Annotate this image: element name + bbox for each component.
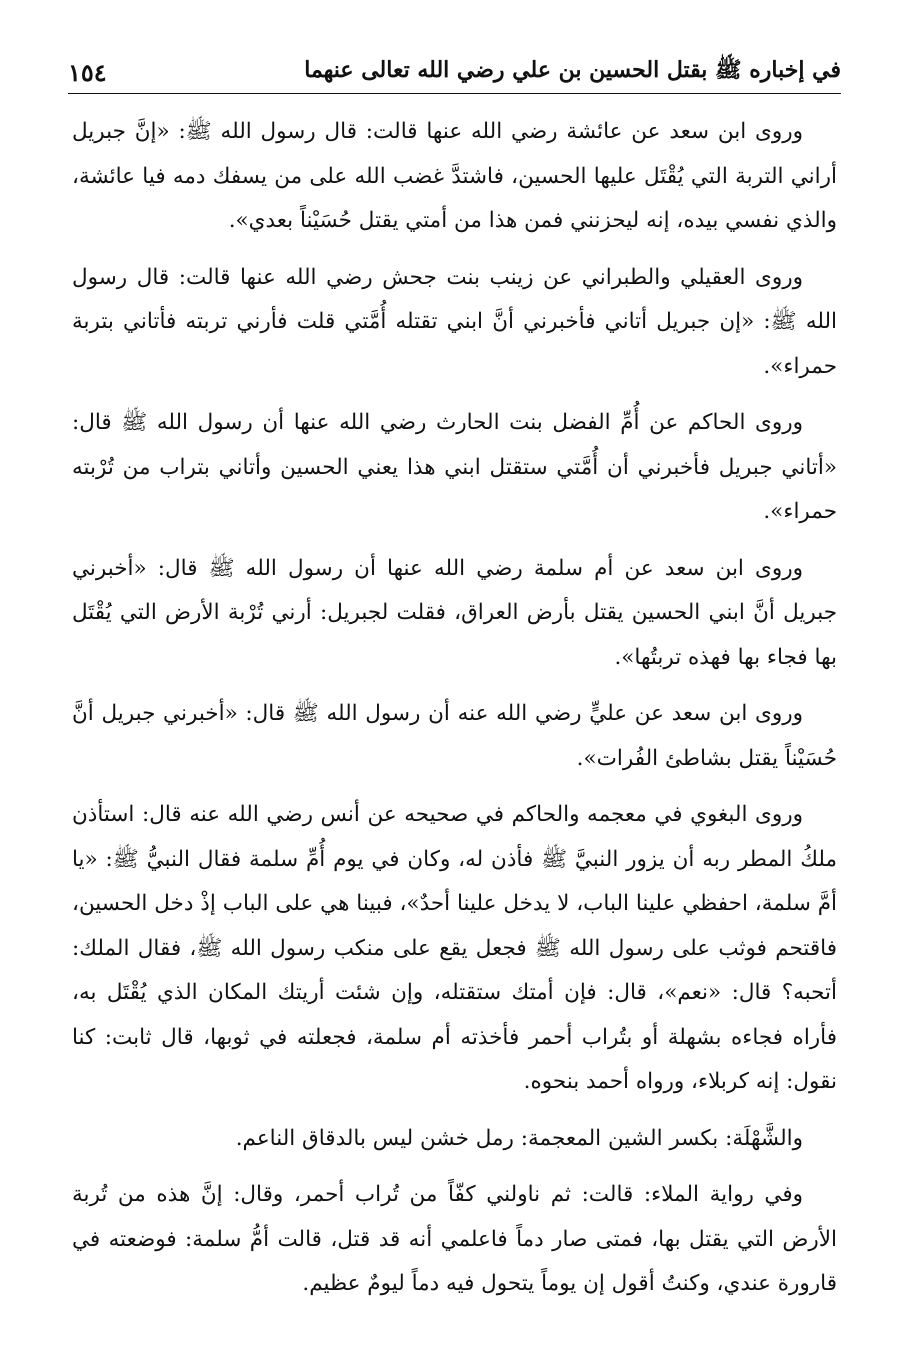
page-number: ١٥٤: [68, 57, 107, 87]
paragraph: وروى ابن سعد عن عليٍّ رضي الله عنه أن رسول الله ﷺ قال: «أخبرني جبريل أنَّ حُسَيْناً يقتل بشاطئ الفُرات».: [72, 701, 837, 771]
paragraph: وروى الحاكم عن أُمِّ الفضل بنت الحارث رضي الله عنها أن رسول الله ﷺ قال: «أتاني جبريل فأخبرني أن أُمَّتي ستقتل ابني هذا يعني الحسين وأتاني بتراب من تُرْبته حمراء».: [72, 410, 837, 524]
paragraph: وروى ابن سعد عن أم سلمة رضي الله عنها أن رسول الله ﷺ قال: «أخبرني جبريل أنَّ ابني الحسين يقتل بأرض العراق، فقلت لجبريل: أرني تُرْبة الأرض التي يُقْتَل بها فجاء بها فهذه تربتُها».: [72, 555, 837, 670]
header-title: في إخباره ﷺ بقتل الحسين بن علي رضي الله تعالى عنهما: [304, 57, 841, 83]
paragraph: وروى العقيلي والطبراني عن زينب بنت جحش رضي الله عنها قالت: قال رسول الله ﷺ: «إن جبريل أتاني فأخبرني أنَّ ابني تقتله أُمَّتي قلت فأرني تربته فأتاني بتربة حمراء».: [72, 264, 837, 379]
paragraph: وروى البغوي في معجمه والحاكم في صحيحه عن أنس رضي الله عنه قال: استأذن ملكُ المطر ربه أن يزور النبيَّ ﷺ فأذن له، وكان في يوم أُمِّ سلمة فقال النبيُّ ﷺ: «يا أمَّ سلمة، احفظي علينا الباب، لا يدخل علينا أحدٌ»، فبينا هي على الباب إذْ دخل الحسين، فاقتحم فوثب على رسول الله ﷺ فجعل يقع على منكب رسول الله ﷺ، فقال الملك: أتحبه؟ قال: «نعم»، قال: فإن أمتك ستقتله، وإن شئت أريتك المكان الذي يُقْتَل به، فأراه فجاءه بشهلة أو بتُراب أحمر فأخذته أم سلمة، فجعلته في ثوبها، قال ثابت: كنا نقول: إنه كربلاء، ورواه أحمد بنحوه.: [72, 802, 837, 1094]
body-text: [72, 110, 837, 1319]
running-header: [68, 52, 841, 92]
paragraph: وروى ابن سعد عن عائشة رضي الله عنها قالت: قال رسول الله ﷺ: «إنَّ جبريل أراني التربة التي يُقْتَل عليها الحسين، فاشتدَّ غضب الله على من يسفك دمه فيا عائشة، والذي نفسي بيده، إنه ليحزنني فمن هذا من أمتي يقتل حُسَيْناً بعدي».: [72, 119, 837, 233]
header-divider: [68, 93, 841, 94]
paragraph: وفي رواية الملاء: قالت: ثم ناولني كفّاً من تُراب أحمر، وقال: إنَّ هذه من تُربة الأرض التي يقتل بها، فمتى صار دماً فاعلمي أنه قد قتل، قالت أمُّ سلمة: فوضعته في قارورة عندي، وكنتُ أقول إن يوماً يتحول فيه دماً ليومٌ عظيم.: [72, 1182, 837, 1296]
paragraph: والشَّهْلَة: بكسر الشين المعجمة: رمل خشن ليس بالدقاق الناعم.: [235, 1125, 803, 1151]
